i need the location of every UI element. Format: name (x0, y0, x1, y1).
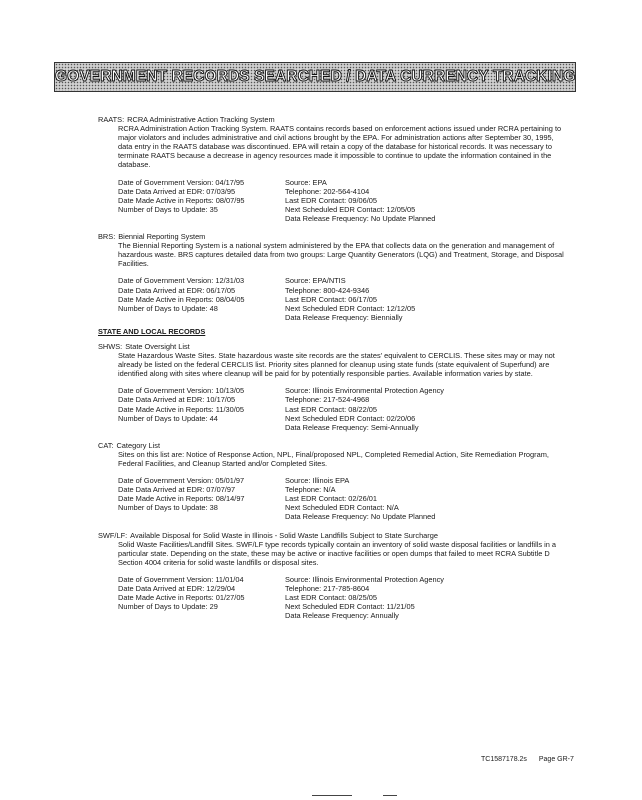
days-to-update: Number of Days to Update: 48 (118, 303, 218, 313)
last-contact: Last EDR Contact: 08/25/05 (285, 593, 378, 603)
active-date: Date Made Active in Reports: 08/14/97 (118, 494, 245, 504)
arrived-date: Date Data Arrived at EDR: 12/29/04 (118, 584, 236, 594)
section-code: BRS: (98, 232, 116, 242)
section-heading (98, 232, 568, 241)
arrived-date: Date Data Arrived at EDR: 06/17/05 (118, 285, 236, 295)
section-description: RCRA Administration Action Tracking System. RAATS contains records based on enforcement actions issued under RCRA pertaining to major violators and includes administrative and civil actions brought by the EPA. For administration actions after September 30, 1995, data entry in the RAATS database was discontinued. EPA will retain a copy of the database for historical records. It was necessary to terminate RAATS because a decrease in agency resources made it impossible to continue to update the information contained in the database. (118, 124, 562, 170)
section-description: Sites on this list are: Notice of Response Action, NPL, Final/proposed NPL, Completed Remedial Action, Site Remediation Program, Federal Facilities, and Cleanup Started and/or Completed Sites. (118, 449, 549, 468)
gov-version-date: Date of Government Version: 11/01/04 (118, 574, 244, 584)
source: Source: Illinois Environmental Protection Agency (285, 574, 444, 584)
next-contact: Next Scheduled EDR Contact: 02/20/06 (285, 413, 416, 423)
active-date: Date Made Active in Reports: 11/30/05 (118, 404, 244, 414)
section-facts (118, 575, 568, 620)
source: Source: Illinois EPA (285, 476, 350, 486)
section-brs (98, 232, 568, 322)
section-heading (98, 531, 568, 540)
next-contact: Next Scheduled EDR Contact: 12/12/05 (285, 303, 416, 313)
days-to-update: Number of Days to Update: 44 (118, 413, 218, 423)
section-heading (98, 342, 568, 351)
section-description: Solid Waste Facilities/Landfill Sites. SWF/LF type records typically contain an inventory of solid waste disposal facilities or landfills in a particular state. Depending on the state, these may be active or inactive facilities or open dumps that failed to meet RCRA Subtitle D Section 4004 criteria for solid waste landfills or disposal sites. (118, 539, 557, 567)
section-swf-lf (98, 531, 568, 621)
section-facts (118, 276, 568, 321)
telephone: Telephone: 800-424-9346 (285, 285, 370, 295)
page-footer (481, 756, 574, 763)
days-to-update: Number of Days to Update: 35 (118, 204, 218, 214)
facts-spacer (118, 214, 285, 223)
section-raats (98, 115, 568, 223)
last-contact: Last EDR Contact: 09/06/05 (285, 195, 378, 205)
release-frequency: Data Release Frequency: No Update Planned (285, 213, 436, 223)
section-title: Category List (116, 440, 161, 450)
days-to-update: Number of Days to Update: 29 (118, 602, 218, 612)
days-to-update: Number of Days to Update: 38 (118, 503, 218, 513)
section-title: Biennial Reporting System (118, 232, 206, 242)
release-frequency: Data Release Frequency: Annually (285, 611, 399, 621)
section-description: State Hazardous Waste Sites. State hazardous waste site records are the states' equivalent to CERCLIS. These sites may or may not already be listed on the federal CERCLIS list. Priority sites planned for cleanup using state funds (state equivalent of Superfund) are identified along with sites where cleanup will be paid for by potentially responsible parties. Available information varies by state. (118, 351, 555, 379)
section-cat (98, 441, 568, 522)
header-banner (54, 62, 576, 92)
release-frequency: Data Release Frequency: Semi-Annually (285, 422, 419, 432)
records-content (98, 115, 568, 629)
gov-version-date: Date of Government Version: 10/13/05 (118, 386, 245, 396)
facts-spacer (118, 512, 285, 521)
next-contact: Next Scheduled EDR Contact: N/A (285, 503, 399, 513)
section-facts (118, 386, 568, 431)
facts-spacer (118, 611, 285, 620)
source: Source: EPA (285, 177, 327, 187)
release-frequency: Data Release Frequency: Biennially (285, 312, 403, 322)
source: Source: Illinois Environmental Protection Agency (285, 386, 444, 396)
scan-edge-mark (312, 795, 352, 796)
arrived-date: Date Data Arrived at EDR: 07/07/97 (118, 485, 236, 495)
section-code: SWF/LF: (98, 530, 128, 540)
section-title: State Oversight List (125, 341, 190, 351)
facts-spacer (118, 423, 285, 432)
section-heading (98, 115, 568, 124)
last-contact: Last EDR Contact: 06/17/05 (285, 294, 378, 304)
telephone: Telephone: N/A (285, 485, 336, 495)
telephone: Telephone: 202-564-4104 (285, 186, 370, 196)
gov-version-date: Date of Government Version: 05/01/97 (118, 476, 245, 486)
section-facts (118, 476, 568, 521)
next-contact: Next Scheduled EDR Contact: 12/05/05 (285, 204, 416, 214)
arrived-date: Date Data Arrived at EDR: 07/03/95 (118, 186, 236, 196)
last-contact: Last EDR Contact: 08/22/05 (285, 404, 378, 414)
section-title: Available Disposal for Solid Waste in Illinois - Solid Waste Landfills Subject to State Surcharge (130, 530, 438, 540)
active-date: Date Made Active in Reports: 08/04/05 (118, 294, 245, 304)
section-code: CAT: (98, 440, 114, 450)
release-frequency: Data Release Frequency: No Update Planned (285, 512, 436, 522)
arrived-date: Date Data Arrived at EDR: 10/17/05 (118, 395, 236, 405)
last-contact: Last EDR Contact: 02/26/01 (285, 494, 378, 504)
source: Source: EPA/NTIS (285, 276, 346, 286)
page-number: Page GR-7 (538, 756, 574, 763)
facts-spacer (118, 313, 285, 322)
section-facts (118, 178, 568, 223)
gov-version-date: Date of Government Version: 12/31/03 (118, 276, 245, 286)
section-code: SHWS: (98, 341, 123, 351)
document-id: TC1587178.2s (481, 756, 527, 763)
section-heading (98, 441, 568, 450)
section-title: RCRA Administrative Action Tracking System (127, 115, 275, 124)
gov-version-date: Date of Government Version: 04/17/95 (118, 177, 245, 187)
telephone: Telephone: 217-785-8604 (285, 584, 370, 594)
section-shws (98, 342, 568, 432)
page-title: GOVERNMENT RECORDS SEARCHED / DATA CURRENCY TRACKING (55, 68, 576, 85)
scan-edge-mark (383, 795, 397, 796)
section-code: RAATS: (98, 115, 125, 124)
active-date: Date Made Active in Reports: 08/07/95 (118, 195, 245, 205)
next-contact: Next Scheduled EDR Contact: 11/21/05 (285, 602, 415, 612)
section-description: The Biennial Reporting System is a national system administered by the EPA that collects data on the generation and management of hazardous waste. BRS captures detailed data from two groups: Large Quantity Generators (LQG) and Treatment, Storage, and Disposal Facilities. (118, 241, 564, 269)
active-date: Date Made Active in Reports: 01/27/05 (118, 593, 245, 603)
telephone: Telephone: 217-524-4968 (285, 395, 370, 405)
state-local-heading: STATE AND LOCAL RECORDS (98, 326, 206, 336)
